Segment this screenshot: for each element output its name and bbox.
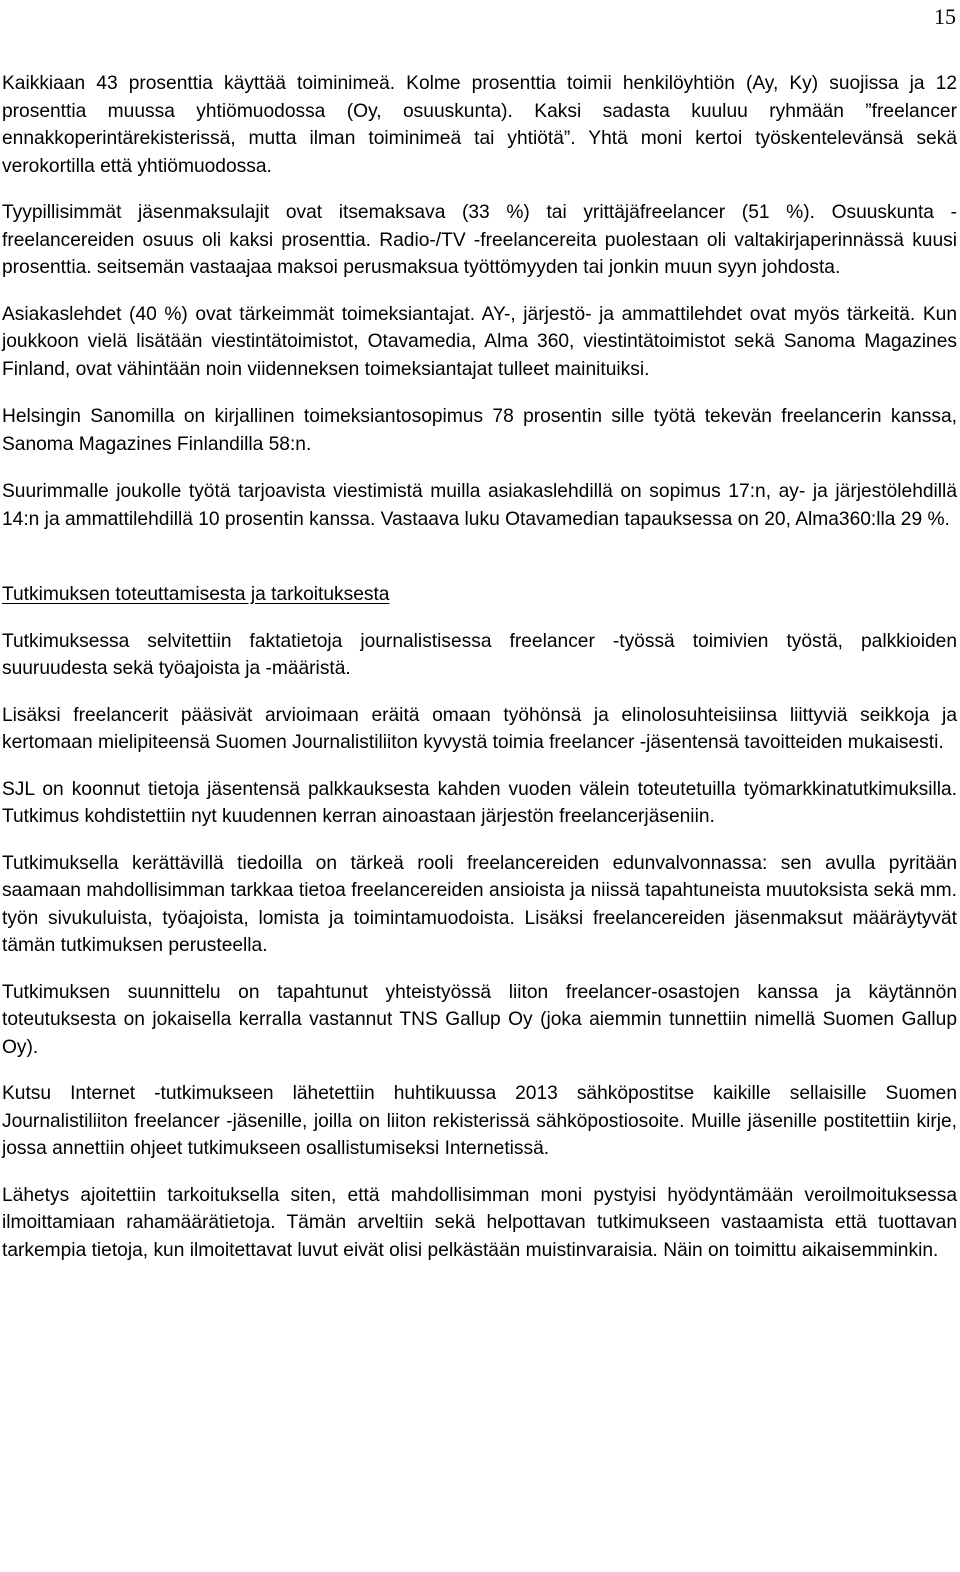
paragraph-planning: Tutkimuksen suunnittelu on tapahtunut yhteistyössä liiton freelancer-osastojen kanssa ja käytännön toteutuksesta on jokaisella kerralla vastannut TNS Gallup Oy (joka aiemmin tunnettiin nimellä Suomen Gallup Oy). bbox=[2, 981, 957, 1058]
page-number: 15 bbox=[934, 4, 956, 29]
paragraph-data-role: Tutkimuksella kerättävillä tiedoilla on tärkeä rooli freelancereiden edunvalvonnassa: sen avulla pyritään saamaan mahdollisimman tarkkaa tietoa freelancereiden ansioista ja niissä tapahtuneista muutoksista sekä mm. työn sivukuluista, työajoista, lomista ja toimintamuodoista. Lisäksi freelancereiden jäsenmaksut määräytyvät tämän tutkimuksen perusteella. bbox=[2, 852, 957, 956]
paragraph-clients: Asiakaslehdet (40 %) ovat tärkeimmät toimeksiantajat. AY-, järjestö- ja ammattilehdet ovat myös tärkeitä. Kun joukkoon vielä lisätään viestintätoimistot, Otavamedia, Alma 360, viestintätoimistot sekä Sanoma Magazines Finland, ovat vähintään noin viidenneksen toimeksiantajat tulleet mainituiksi. bbox=[2, 303, 957, 380]
paragraph-timing: Lähetys ajoitettiin tarkoituksella siten, että mahdollisimman moni pystyisi hyödyntämään veroilmoituksessa ilmoittamiaan rahamäärätietoja. Tämän arveltiin sekä helpottavan tutkimukseen vastaamista että tuottavan tarkempia tietoja, kun ilmoitettavat luvut eivät olisi pelkästään muistinvaraisia. Näin on toimittu aikaisemminkin. bbox=[2, 1184, 957, 1261]
section-heading: Tutkimuksen toteuttamisesta ja tarkoituksesta bbox=[2, 584, 390, 605]
document-body bbox=[2, 70, 957, 1264]
paragraph-membership-fees: Tyypillisimmät jäsenmaksulajit ovat itsemaksava (33 %) tai yrittäjäfreelancer (51 %). Osuuskunta -freelancereiden osuus oli kaksi prosenttia. Radio-/TV -freelancereita puolestaan oli valtakirjaperinnässä kuusi prosenttia. seitsemän vastaajaa maksoi perusmaksua työttömyyden tai jonkin muun syyn johdosta. bbox=[2, 202, 957, 278]
paragraph-study-purpose: Tutkimuksessa selvitettiin faktatietoja journalistisessa freelancer -työssä toimivien työstä, palkkioiden suuruudesta sekä työajoista ja -määristä. bbox=[2, 630, 957, 679]
paragraph-sjl-data: SJL on koonnut tietoja jäsentensä palkkauksesta kahden vuoden välein toteutetuilla työmarkkinatutkimuksilla. Tutkimus kohdistettiin nyt kuudennen kerran ainoastaan järjestön freelancerjäseniin. bbox=[2, 778, 957, 827]
paragraph-helsingin-sanomat: Helsingin Sanomilla on kirjallinen toimeksiantosopimus 78 prosentin sille työtä tekevän freelancerin kanssa, Sanoma Magazines Finlandilla 58:n. bbox=[2, 406, 957, 455]
paragraph-business-forms: Kaikkiaan 43 prosenttia käyttää toiminimeä. Kolme prosenttia toimii henkilöyhtiön (Ay, Ky) suojissa ja 12 prosenttia muussa yhtiömuodossa (Oy, osuuskunta). Kaksi sadasta kuuluu ryhmään ”freelancer ennakkoperintärekisterissä, mutta ilman toiminimeä tai yhtiötä”. Yhtä moni kertoi työskentelevänsä sekä verokortilla että yhtiömuodossa. bbox=[2, 73, 957, 177]
paragraph-invitation: Kutsu Internet -tutkimukseen lähetettiin huhtikuussa 2013 sähköpostitse kaikille sellaisille Suomen Journalistiliiton freelancer -jäsenille, joilla on liiton rekisterissä sähköpostiosoite. Muille jäsenille postitettiin kirje, jossa annettiin ohjeet tutkimukseen osallistumiseksi Internetissä. bbox=[2, 1083, 957, 1159]
paragraph-assessment: Lisäksi freelancerit pääsivät arvioimaan eräitä omaan työhönsä ja elinolosuhteisiinsa liittyviä seikkoja ja kertomaan mielipiteensä Suomen Journalistiliiton kyvystä toimia freelancer -jäsentensä tavoitteiden mukaisesti. bbox=[2, 704, 957, 753]
paragraph-contracts: Suurimmalle joukolle työtä tarjoavista viestimistä muilla asiakaslehdillä on sopimus 17:n, ay- ja järjestölehdillä 14:n ja ammattilehdillä 10 prosentin kanssa. Vastaava luku Otavamedian tapauksessa on 20, Alma360:lla 29 %. bbox=[2, 481, 957, 530]
